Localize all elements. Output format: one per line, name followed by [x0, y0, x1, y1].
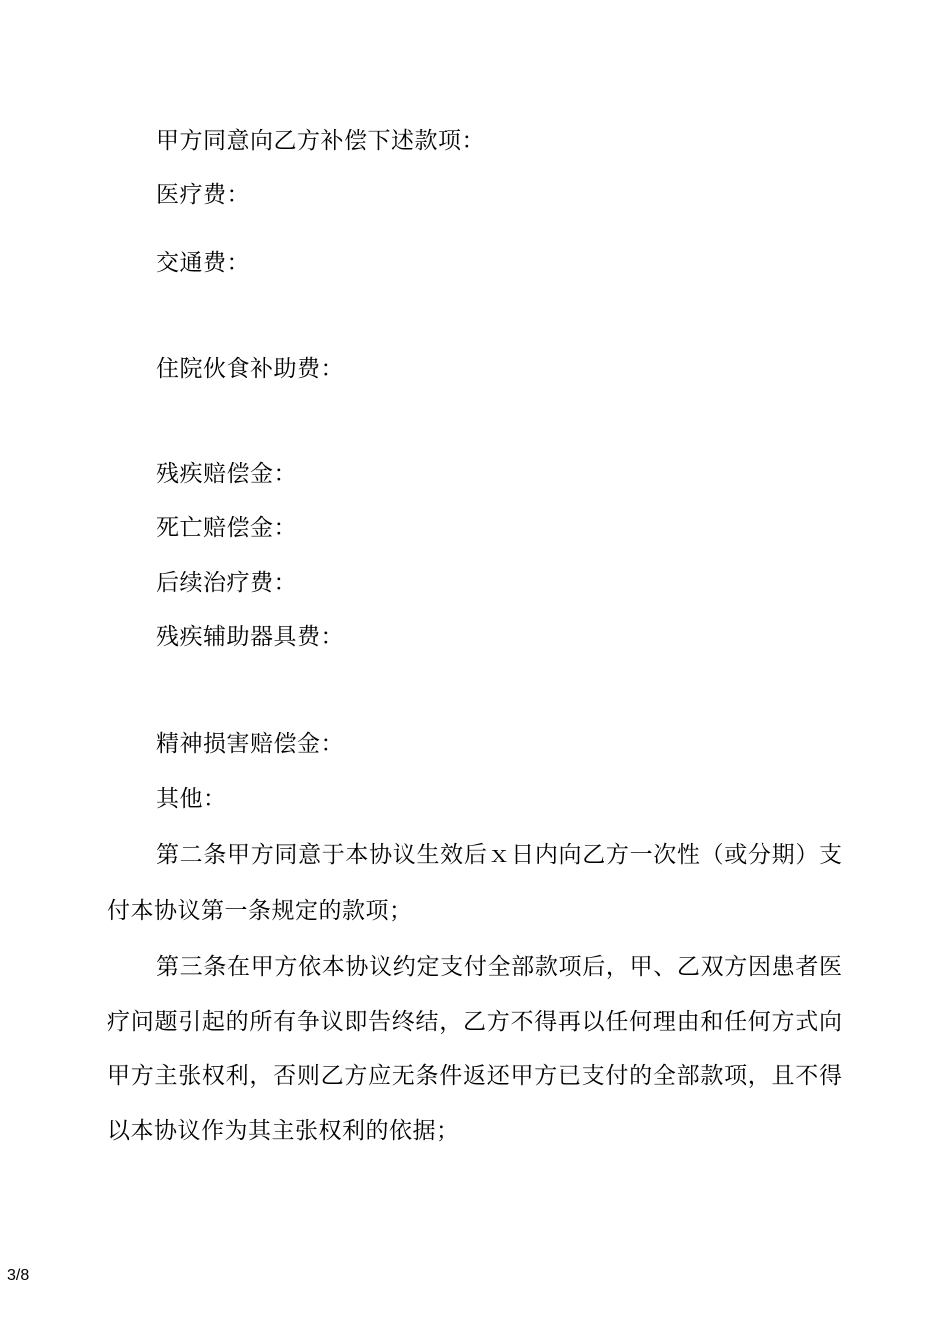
article-3-line-2: 疗问题引起的所有争议即告终结，乙方不得再以任何理由和任何方式向: [107, 1009, 842, 1035]
compensation-intro: 甲方同意向乙方补偿下述款项：: [156, 128, 485, 154]
item-transport-fee: 交通费：: [156, 250, 250, 276]
article-2-line-1: 第二条甲方同意于本协议生效后ｘ日内向乙方一次性（或分期）支: [156, 842, 842, 868]
article-3-line-1: 第三条在甲方依本协议约定支付全部款项后，甲、乙双方因患者医: [156, 954, 842, 980]
article-2-line-2: 付本协议第一条规定的款项；: [107, 898, 413, 924]
item-disability-compensation: 残疾赔偿金：: [156, 461, 297, 487]
item-hospital-meal-subsidy: 住院伙食补助费：: [156, 356, 344, 382]
item-other: 其他：: [156, 786, 227, 812]
item-death-compensation: 死亡赔偿金：: [156, 515, 297, 541]
item-mental-damage-compensation: 精神损害赔偿金：: [156, 731, 344, 757]
article-3-line-3: 甲方主张权利，否则乙方应无条件返还甲方已支付的全部款项，且不得: [107, 1063, 842, 1089]
item-follow-up-treatment-fee: 后续治疗费：: [156, 570, 297, 596]
item-disability-aid-fee: 残疾辅助器具费：: [156, 624, 344, 650]
page-number: 3/8: [7, 1267, 30, 1284]
article-3-line-4: 以本协议作为其主张权利的依据；: [107, 1118, 460, 1144]
item-medical-fee: 医疗费：: [156, 182, 250, 208]
